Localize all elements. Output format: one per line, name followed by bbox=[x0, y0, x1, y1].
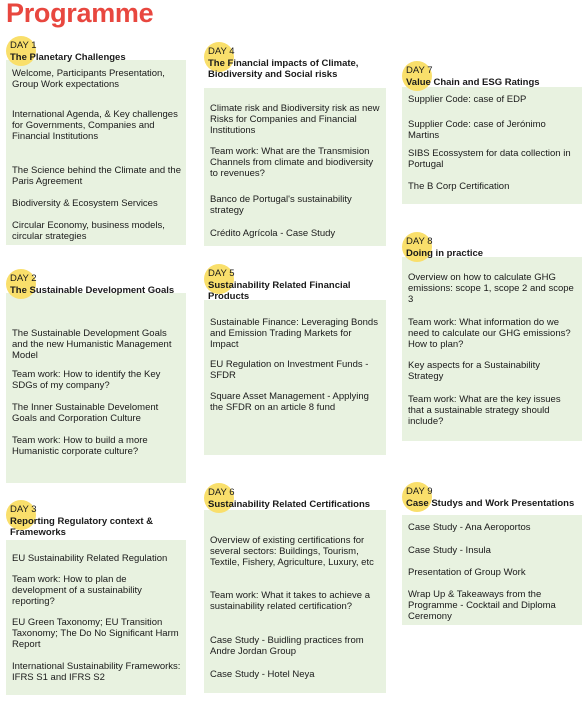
day-title: The Sustainable Development Goals bbox=[10, 285, 175, 296]
session-item: Climate risk and Biodiversity risk as new Risks for Companies and Financial Institutions bbox=[210, 103, 380, 136]
session-item: Overview on how to calculate GHG emissions: scope 1, scope 2 and scope 3 bbox=[408, 272, 574, 305]
session-item: Case Study - Insula bbox=[408, 545, 491, 556]
day-title: The Financial impacts of Climate, Biodiversity and Social risks bbox=[208, 58, 359, 80]
session-item: Supplier Code: case of EDP bbox=[408, 94, 527, 105]
session-item: International Agenda, & Key challenges for Governments, Companies and Financial Institutions bbox=[12, 109, 178, 142]
day-title: Doing in practice bbox=[406, 248, 484, 259]
day-7-sessions-panel bbox=[402, 87, 582, 204]
day-title: Reporting Regulatory context & Frameworks bbox=[10, 516, 154, 538]
day-label: DAY 4 bbox=[208, 46, 235, 57]
session-item: The B Corp Certification bbox=[408, 181, 510, 192]
session-item: Case Study - Hotel Neya bbox=[210, 669, 315, 680]
day-label: DAY 1 bbox=[10, 40, 37, 51]
session-item: Supplier Code: case of Jerónimo Martins bbox=[408, 119, 546, 141]
session-item: Crédito Agrícola - Case Study bbox=[210, 228, 336, 239]
session-item: Team work: What are the Transmision Channels from climate and biodiversity to revenues? bbox=[210, 146, 374, 179]
day-title: Sustainability Related Certifications bbox=[208, 499, 371, 510]
session-item: Biodiversity & Ecosystem Services bbox=[12, 198, 158, 209]
day-3-header bbox=[6, 504, 186, 538]
session-item: Welcome, Participants Presentation, Group Work expectations bbox=[12, 68, 165, 90]
session-item: The Sustainable Development Goals and the new Humanistic Management Model bbox=[12, 328, 172, 361]
day-5-header bbox=[204, 268, 386, 302]
session-item: EU Green Taxonomy; EU Transition Taxonomy; The Do No Significant Harm Report bbox=[12, 617, 179, 650]
day-3-sessions-panel bbox=[6, 540, 186, 695]
day-label: DAY 9 bbox=[406, 486, 433, 497]
day-5-sessions-panel bbox=[204, 300, 386, 455]
session-item: Case Study - Ana Aeroportos bbox=[408, 522, 531, 533]
day-1-sessions-panel bbox=[6, 60, 186, 245]
day-label: DAY 5 bbox=[208, 268, 235, 279]
day-1-header bbox=[6, 40, 186, 66]
day-label: DAY 6 bbox=[208, 487, 235, 498]
session-item: Presentation of Group Work bbox=[408, 567, 526, 578]
session-item: Team work: What it takes to achieve a sustainability related certification? bbox=[210, 590, 370, 612]
day-6-header bbox=[204, 487, 386, 513]
session-item: Case Study - Buidling practices from Andre Jordan Group bbox=[210, 635, 364, 657]
day-title: The Planetary Challenges bbox=[10, 52, 126, 63]
session-item: Circular Economy, business models, circular strategies bbox=[12, 220, 165, 242]
session-item: Key aspects for a Sustainability Strategy bbox=[408, 360, 541, 382]
session-item: EU Sustainability Related Regulation bbox=[12, 553, 168, 564]
session-item: Overview of existing certifications for several sectors: Buildings, Tourism, Textile, Fishery, Agriculture, Luxury, etc bbox=[210, 535, 374, 568]
page-title: Programme bbox=[6, 0, 154, 28]
day-4-sessions-panel bbox=[204, 88, 386, 246]
session-item: The Inner Sustainable Develoment Goals and Corporation Culture bbox=[12, 402, 159, 424]
day-6-sessions-panel bbox=[204, 510, 386, 693]
session-item: SIBS Ecossystem for data collection in Portugal bbox=[408, 148, 571, 170]
day-2-sessions-panel bbox=[6, 293, 186, 483]
day-title: Case Studys and Work Presentations bbox=[406, 498, 575, 509]
session-item: Sustainable Finance: Leveraging Bonds and Emission Trading Markets for Impact bbox=[210, 317, 378, 350]
session-item: International Sustainability Frameworks: IFRS S1 and IFRS S2 bbox=[12, 661, 181, 683]
session-item: Team work: How to plan de development of a sustainability reporting? bbox=[12, 574, 142, 607]
day-label: DAY 8 bbox=[406, 236, 433, 247]
day-2-header bbox=[6, 273, 186, 299]
day-label: DAY 7 bbox=[406, 65, 433, 76]
session-item: Team work: How to identify the Key SDGs of my company? bbox=[12, 369, 161, 391]
session-item: Square Asset Management - Applying the SFDR on an article 8 fund bbox=[210, 391, 369, 413]
day-title: Value Chain and ESG Ratings bbox=[406, 77, 540, 88]
day-7-header bbox=[402, 65, 582, 91]
session-item: Team work: How to build a more Humanistic corporate culture? bbox=[12, 435, 148, 457]
day-label: DAY 2 bbox=[10, 273, 37, 284]
day-4-header bbox=[204, 46, 386, 80]
day-title: Sustainability Related Financial Products bbox=[208, 280, 351, 302]
day-8-sessions-panel bbox=[402, 257, 582, 441]
session-item: Team work: What are the key issues that a sustainable strategy should include? bbox=[408, 394, 561, 427]
session-item: Team work: What information do we need to calculate our GHG emissions? How to plan? bbox=[408, 317, 571, 350]
session-item: EU Regulation on Investment Funds - SFDR bbox=[210, 359, 369, 381]
day-label: DAY 3 bbox=[10, 504, 37, 515]
day-8-header bbox=[402, 236, 582, 262]
session-item: The Science behind the Climate and the Paris Agreement bbox=[12, 165, 181, 187]
session-item: Wrap Up & Takeaways from the Programme - Cocktail and Diploma Ceremony bbox=[408, 589, 556, 622]
day-9-sessions-panel bbox=[402, 515, 582, 625]
day-9-header bbox=[402, 486, 582, 512]
session-item: Banco de Portugal's sustainability strategy bbox=[210, 194, 352, 216]
